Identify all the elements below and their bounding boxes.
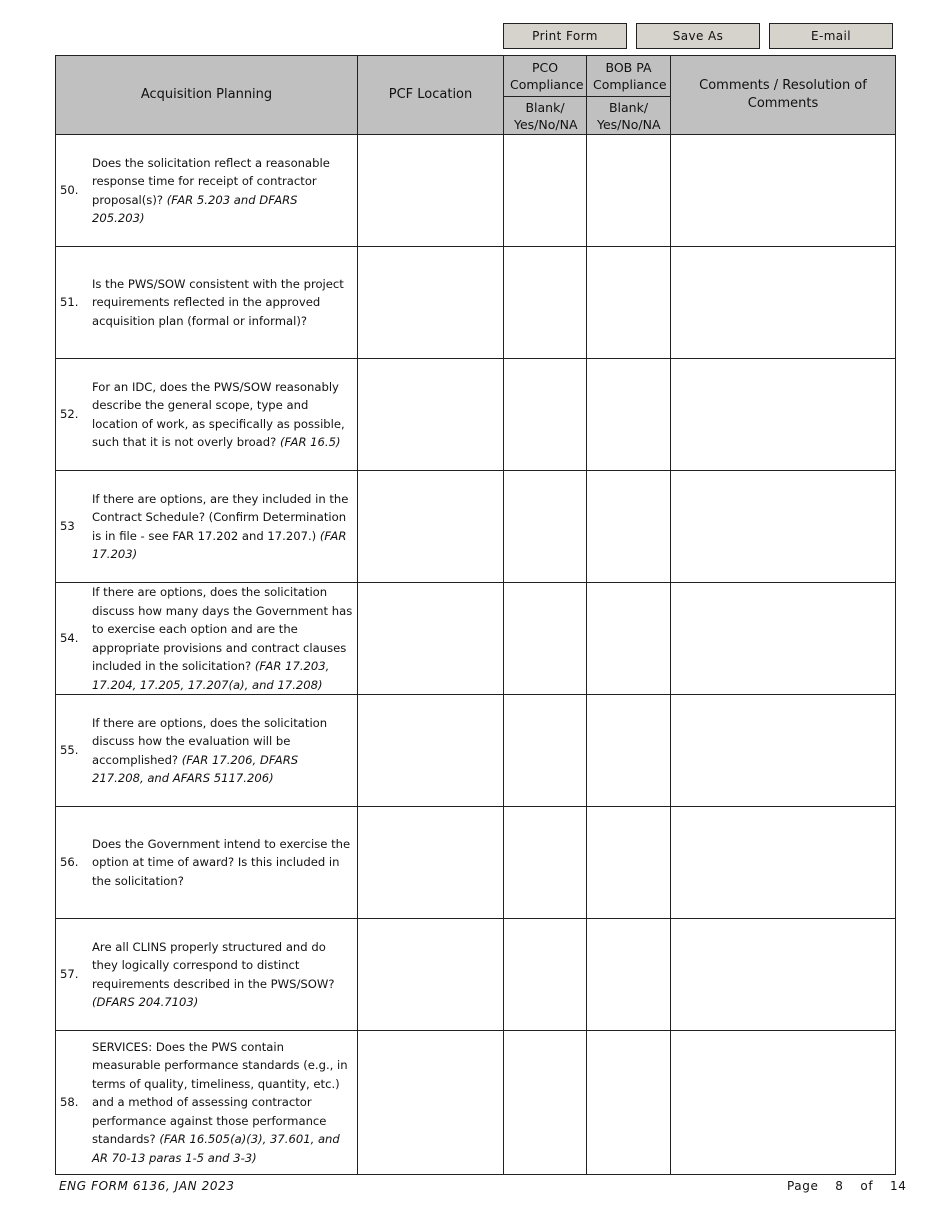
question-number: 51. [60,295,79,310]
question-cell [56,583,358,695]
pcf-location-field[interactable] [358,135,504,247]
question-text-wrap [92,154,357,228]
question-text: For an IDC, does the PWS/SOW reasonably describe the general scope, type and location of work, as specifically as possible, such that it is not overly broad? [92,379,345,449]
pco-blank-yes-no-na-header: Blank/ Yes/No/NA [504,97,587,135]
comments-field[interactable] [671,471,896,583]
pco-compliance-field[interactable] [504,583,587,695]
pcf-location-field[interactable] [358,919,504,1031]
table-row [56,1031,896,1175]
comments-field[interactable] [671,807,896,919]
pco-compliance-field[interactable] [504,359,587,471]
bob-pa-compliance-field[interactable] [587,807,671,919]
question-text: Does the Government intend to exercise the option at time of award? Is this included in the solicitation? [92,836,351,888]
question-cell [56,807,358,919]
comments-field[interactable] [671,247,896,359]
pco-compliance-field[interactable] [504,919,587,1031]
table-row [56,247,896,359]
acquisition-planning-header: Acquisition Planning [56,56,358,135]
pcf-location-header: PCF Location [358,56,504,135]
pcf-location-field[interactable] [358,583,504,695]
save-as-button[interactable]: Save As [636,23,760,49]
comments-field[interactable] [671,919,896,1031]
pco-compliance-field[interactable] [504,807,587,919]
question-text: If there are options, are they included in the Contract Schedule? (Confirm Determination is in file - see FAR 17.202 and 17.207.) [92,491,349,543]
question-text-wrap [92,714,357,788]
question-number: 53 [60,519,75,534]
page-label: Page [787,1179,819,1193]
pcf-location-field[interactable] [358,1031,504,1175]
question-text-wrap [92,1038,357,1168]
pco-compliance-field[interactable] [504,135,587,247]
acquisition-planning-table [55,55,896,1175]
email-button[interactable]: E-mail [769,23,893,49]
question-cell [56,471,358,583]
question-cell [56,695,358,807]
question-text: Are all CLINS properly structured and do they logically correspond to distinct requirements described in the PWS/SOW? [92,939,335,991]
pcf-location-field[interactable] [358,695,504,807]
question-text: Does the solicitation reflect a reasonable response time for receipt of contractor proposal(s)? [92,155,330,207]
question-text: SERVICES: Does the PWS contain measurable performance standards (e.g., in terms of quality, timeliness, quantity, etc.) and a method of assessing contractor performance against those performance standards? [92,1039,348,1147]
table-row [56,471,896,583]
question-number: 57. [60,967,79,982]
table-row [56,695,896,807]
bob-pa-compliance-field[interactable] [587,919,671,1031]
of-label: of [860,1179,874,1193]
table-row [56,359,896,471]
bob-pa-compliance-field[interactable] [587,583,671,695]
bob-pa-compliance-field[interactable] [587,471,671,583]
question-cell [56,359,358,471]
pco-compliance-field[interactable] [504,471,587,583]
question-reference: (FAR 17.203, 17.204, 17.205, 17.207(a), and 17.208) [92,659,330,692]
comments-header: Comments / Resolution of Comments [671,56,896,135]
pco-compliance-field[interactable] [504,247,587,359]
question-number: 54. [60,631,79,646]
question-reference: (FAR 17.206, DFARS 217.208, and AFARS 5117.206) [92,752,299,785]
pcf-location-field[interactable] [358,359,504,471]
question-cell [56,247,358,359]
question-text-wrap [92,938,357,1012]
page-number: 8 [835,1179,844,1193]
bob-pa-compliance-field[interactable] [587,695,671,807]
comments-field[interactable] [671,695,896,807]
bob-pa-compliance-field[interactable] [587,1031,671,1175]
question-reference: (FAR 16.5) [280,435,341,449]
question-number: 52. [60,407,79,422]
comments-field[interactable] [671,359,896,471]
question-number: 55. [60,743,79,758]
question-cell [56,1031,358,1175]
comments-field[interactable] [671,583,896,695]
question-text-wrap [92,490,357,564]
comments-field[interactable] [671,1031,896,1175]
form-id: ENG FORM 6136, JAN 2023 [59,1179,235,1193]
question-text-wrap [92,378,357,452]
table-row [56,583,896,695]
question-text-wrap [92,583,357,694]
question-reference: (FAR 5.203 and DFARS 205.203) [92,192,298,225]
question-number: 56. [60,855,79,870]
comments-field[interactable] [671,135,896,247]
pco-compliance-header: PCO Compliance [504,56,587,97]
pcf-location-field[interactable] [358,807,504,919]
question-reference: (FAR 17.203) [92,528,347,561]
pcf-location-field[interactable] [358,247,504,359]
bob-blank-yes-no-na-header: Blank/ Yes/No/NA [587,97,671,135]
question-cell [56,919,358,1031]
bob-pa-compliance-field[interactable] [587,135,671,247]
bob-pa-compliance-header: BOB PA Compliance [587,56,671,97]
print-form-button[interactable]: Print Form [503,23,627,49]
table-row [56,135,896,247]
question-text: Is the PWS/SOW consistent with the project requirements reflected in the approved acquisition plan (formal or informal)? [92,276,344,328]
page-indicator [787,1179,907,1193]
question-number: 50. [60,183,79,198]
pco-compliance-field[interactable] [504,695,587,807]
question-text-wrap [92,275,357,331]
question-text: If there are options, does the solicitation discuss how many days the Government has to exercise each option and are the appropriate provisions and contract clauses included in the solicitation? [92,585,353,673]
question-text-wrap [92,835,357,891]
table-row [56,807,896,919]
question-reference: (DFARS 204.7103) [92,995,199,1009]
table-row [56,919,896,1031]
question-number: 58. [60,1095,79,1110]
question-reference: (FAR 16.505(a)(3), 37.601, and AR 70-13 paras 1-5 and 3-3) [92,1132,340,1165]
pcf-location-field[interactable] [358,471,504,583]
bob-pa-compliance-field[interactable] [587,247,671,359]
pco-compliance-field[interactable] [504,1031,587,1175]
bob-pa-compliance-field[interactable] [587,359,671,471]
page-total: 14 [890,1179,907,1193]
question-cell [56,135,358,247]
question-text: If there are options, does the solicitation discuss how the evaluation will be accomplished? [92,715,328,767]
